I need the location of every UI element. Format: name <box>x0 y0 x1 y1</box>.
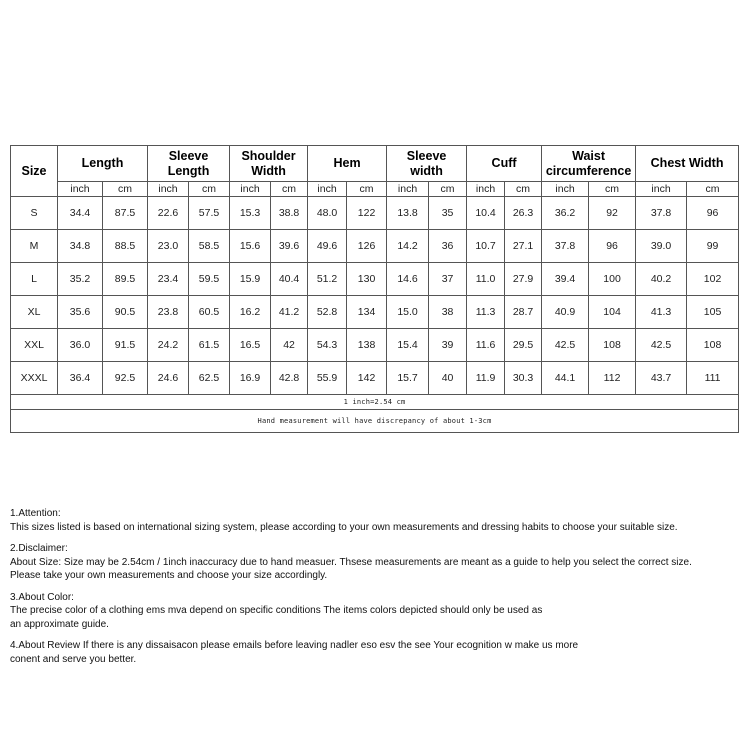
size-cell: XXL <box>11 329 58 362</box>
unit-label: cm <box>189 182 230 197</box>
value-cell: 92.5 <box>103 362 148 395</box>
value-cell: 89.5 <box>103 263 148 296</box>
measurement-note: Hand measurement will have discrepancy of about 1-3cm <box>11 410 739 433</box>
value-cell: 34.8 <box>58 230 103 263</box>
note-block <box>10 507 745 534</box>
value-cell: 126 <box>347 230 387 263</box>
value-cell: 142 <box>347 362 387 395</box>
value-cell: 36 <box>429 230 467 263</box>
value-cell: 35.6 <box>58 296 103 329</box>
unit-label: cm <box>589 182 636 197</box>
conversion-row <box>11 395 739 410</box>
value-cell: 100 <box>589 263 636 296</box>
value-cell: 57.5 <box>189 197 230 230</box>
value-cell: 11.9 <box>467 362 505 395</box>
value-cell: 10.4 <box>467 197 505 230</box>
value-cell: 26.3 <box>505 197 542 230</box>
value-cell: 38 <box>429 296 467 329</box>
table-row <box>11 296 739 329</box>
table-row <box>11 263 739 296</box>
table-row <box>11 197 739 230</box>
value-cell: 40.4 <box>271 263 308 296</box>
value-cell: 11.3 <box>467 296 505 329</box>
value-cell: 15.3 <box>230 197 271 230</box>
header-chest-width: Chest Width <box>636 146 739 182</box>
value-cell: 52.8 <box>308 296 347 329</box>
note-line: an approximate guide. <box>10 618 109 630</box>
value-cell: 87.5 <box>103 197 148 230</box>
header-row <box>11 146 739 182</box>
value-cell: 38.8 <box>271 197 308 230</box>
value-cell: 51.2 <box>308 263 347 296</box>
value-cell: 40 <box>429 362 467 395</box>
value-cell: 37 <box>429 263 467 296</box>
value-cell: 138 <box>347 329 387 362</box>
note-line: 4.About Review If there is any dissaisacon please emails before leaving nadler eso esv the see Your ecognition w make us more <box>10 640 579 651</box>
unit-label: inch <box>387 182 429 197</box>
unit-label: inch <box>308 182 347 197</box>
value-cell: 88.5 <box>103 230 148 263</box>
unit-row <box>11 182 739 197</box>
value-cell: 62.5 <box>189 362 230 395</box>
unit-label: inch <box>230 182 271 197</box>
table-row <box>11 362 739 395</box>
value-cell: 37.8 <box>636 197 687 230</box>
value-cell: 10.7 <box>467 230 505 263</box>
value-cell: 108 <box>589 329 636 362</box>
unit-label: cm <box>687 182 739 197</box>
note-line: About Size: Size may be 2.54cm / 1inch inaccuracy due to hand measuer. Thsese measurements are meant as a guide to help you select the correct size. <box>10 556 692 568</box>
header-shoulder-width: Shoulder Width <box>230 146 308 182</box>
value-cell: 28.7 <box>505 296 542 329</box>
header-waist: Waist circumference <box>542 146 636 182</box>
value-cell: 16.2 <box>230 296 271 329</box>
value-cell: 16.9 <box>230 362 271 395</box>
value-cell: 99 <box>687 230 739 263</box>
size-cell: XL <box>11 296 58 329</box>
value-cell: 48.0 <box>308 197 347 230</box>
unit-label: cm <box>103 182 148 197</box>
value-cell: 58.5 <box>189 230 230 263</box>
value-cell: 23.0 <box>148 230 189 263</box>
value-cell: 15.9 <box>230 263 271 296</box>
value-cell: 15.7 <box>387 362 429 395</box>
value-cell: 36.2 <box>542 197 589 230</box>
size-chart <box>10 145 738 433</box>
value-cell: 39.6 <box>271 230 308 263</box>
size-table-body <box>11 146 739 433</box>
size-table <box>10 145 739 433</box>
value-cell: 134 <box>347 296 387 329</box>
value-cell: 11.0 <box>467 263 505 296</box>
note-title: 3.About Color: <box>10 591 74 603</box>
value-cell: 90.5 <box>103 296 148 329</box>
note-block <box>10 542 745 583</box>
value-cell: 41.2 <box>271 296 308 329</box>
value-cell: 92 <box>589 197 636 230</box>
value-cell: 42.5 <box>542 329 589 362</box>
value-cell: 23.4 <box>148 263 189 296</box>
value-cell: 35.2 <box>58 263 103 296</box>
conversion-note: 1 inch=2.54 cm <box>11 395 739 410</box>
value-cell: 42 <box>271 329 308 362</box>
value-cell: 16.5 <box>230 329 271 362</box>
note-line: This sizes listed is based on international sizing system, please according to your own measurements and dressing habits to choose your suitable size. <box>10 521 678 533</box>
header-cuff: Cuff <box>467 146 542 182</box>
value-cell: 104 <box>589 296 636 329</box>
size-cell: S <box>11 197 58 230</box>
value-cell: 91.5 <box>103 329 148 362</box>
value-cell: 15.0 <box>387 296 429 329</box>
value-cell: 108 <box>687 329 739 362</box>
note-block <box>10 591 745 632</box>
unit-label: cm <box>271 182 308 197</box>
value-cell: 59.5 <box>189 263 230 296</box>
value-cell: 42.8 <box>271 362 308 395</box>
value-cell: 40.2 <box>636 263 687 296</box>
note-line: conent and serve you better. <box>10 653 137 665</box>
value-cell: 60.5 <box>189 296 230 329</box>
value-cell: 61.5 <box>189 329 230 362</box>
value-cell: 96 <box>687 197 739 230</box>
value-cell: 24.2 <box>148 329 189 362</box>
value-cell: 27.1 <box>505 230 542 263</box>
value-cell: 34.4 <box>58 197 103 230</box>
value-cell: 11.6 <box>467 329 505 362</box>
header-sleeve-width: Sleeve width <box>387 146 467 182</box>
unit-label: inch <box>467 182 505 197</box>
size-cell: L <box>11 263 58 296</box>
value-cell: 13.8 <box>387 197 429 230</box>
table-row <box>11 329 739 362</box>
value-cell: 49.6 <box>308 230 347 263</box>
value-cell: 27.9 <box>505 263 542 296</box>
value-cell: 24.6 <box>148 362 189 395</box>
size-cell: M <box>11 230 58 263</box>
value-cell: 40.9 <box>542 296 589 329</box>
notes-section <box>10 507 745 674</box>
measurement-row <box>11 410 739 433</box>
unit-label: cm <box>505 182 542 197</box>
unit-label: cm <box>347 182 387 197</box>
value-cell: 15.6 <box>230 230 271 263</box>
note-title: 1.Attention: <box>10 508 61 519</box>
note-title: 2.Disclaimer: <box>10 543 68 554</box>
value-cell: 39.4 <box>542 263 589 296</box>
value-cell: 41.3 <box>636 296 687 329</box>
value-cell: 112 <box>589 362 636 395</box>
value-cell: 96 <box>589 230 636 263</box>
value-cell: 29.5 <box>505 329 542 362</box>
value-cell: 55.9 <box>308 362 347 395</box>
unit-label: inch <box>636 182 687 197</box>
value-cell: 54.3 <box>308 329 347 362</box>
unit-label: inch <box>58 182 103 197</box>
value-cell: 105 <box>687 296 739 329</box>
value-cell: 23.8 <box>148 296 189 329</box>
value-cell: 130 <box>347 263 387 296</box>
header-sleeve-length: Sleeve Length <box>148 146 230 182</box>
value-cell: 122 <box>347 197 387 230</box>
unit-label: inch <box>542 182 589 197</box>
value-cell: 36.4 <box>58 362 103 395</box>
value-cell: 14.2 <box>387 230 429 263</box>
value-cell: 44.1 <box>542 362 589 395</box>
note-line: The precise color of a clothing ems mva depend on specific conditions The items colors depicted should only be used as <box>10 605 543 616</box>
value-cell: 37.8 <box>542 230 589 263</box>
value-cell: 36.0 <box>58 329 103 362</box>
value-cell: 22.6 <box>148 197 189 230</box>
table-row <box>11 230 739 263</box>
value-cell: 30.3 <box>505 362 542 395</box>
unit-label: cm <box>429 182 467 197</box>
header-length: Length <box>58 146 148 182</box>
header-hem: Hem <box>308 146 387 182</box>
value-cell: 39 <box>429 329 467 362</box>
value-cell: 14.6 <box>387 263 429 296</box>
note-line: Please take your own measurements and choose your size accordingly. <box>10 570 328 581</box>
value-cell: 42.5 <box>636 329 687 362</box>
value-cell: 111 <box>687 362 739 395</box>
value-cell: 43.7 <box>636 362 687 395</box>
size-cell: XXXL <box>11 362 58 395</box>
note-block <box>10 639 745 666</box>
value-cell: 39.0 <box>636 230 687 263</box>
value-cell: 15.4 <box>387 329 429 362</box>
header-size: Size <box>11 146 58 197</box>
unit-label: inch <box>148 182 189 197</box>
value-cell: 102 <box>687 263 739 296</box>
value-cell: 35 <box>429 197 467 230</box>
